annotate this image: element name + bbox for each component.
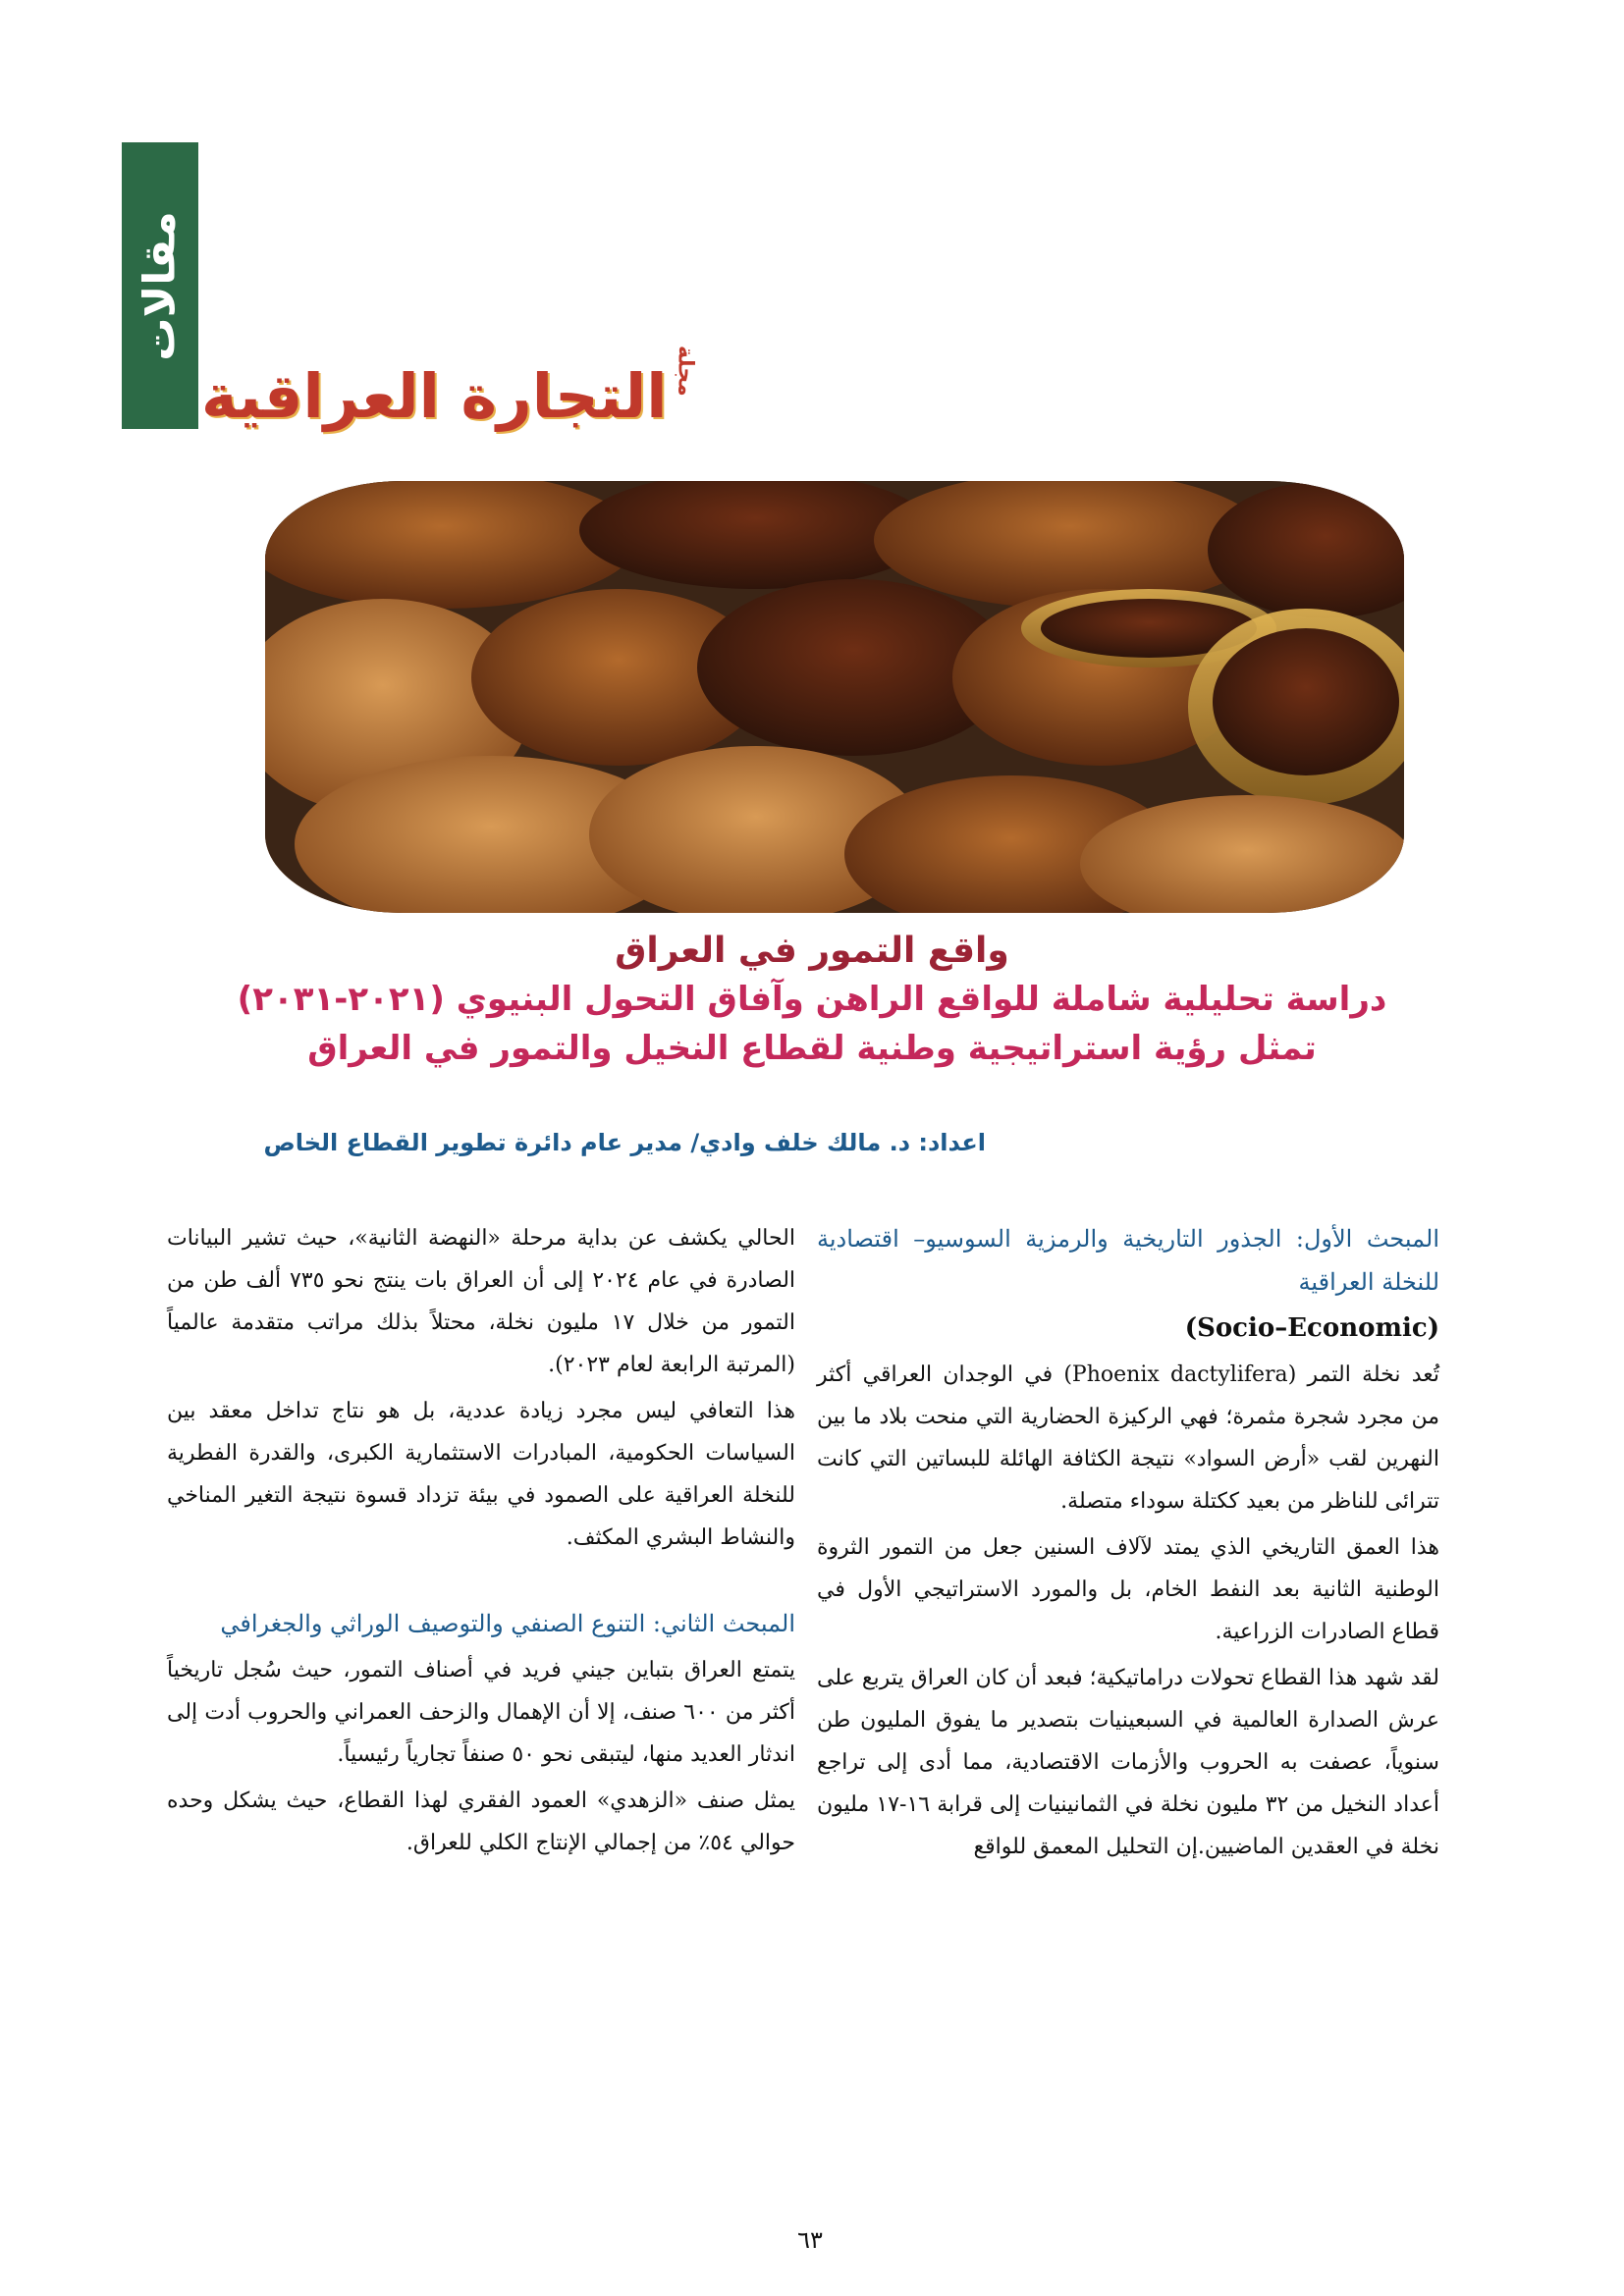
dates-photo-illustration (265, 481, 1404, 913)
paragraph: هذا العمق التاريخي الذي يمتد لآلاف السنين جعل من التمور الثروة الوطنية الثانية بعد النفط الخام، بل والمورد الاستراتيجي الأول في قطاع الصادرات الزراعية. (817, 1535, 1439, 1644)
section-1-heading: المبحث الأول: الجذور التاريخية والرمزية السوسيو– اقتصادية للنخلة العراقية (817, 1225, 1439, 1296)
paragraph: هذا التعافي ليس مجرد زيادة عددية، بل هو نتاج تداخل معقد بين السياسات الحكومية، المبادرات الاستثمارية الكبرى، والقدرة الفطرية للنخلة العراقية على الصمود في بيئة تزداد قسوة نتيجة التغير المناخي والنشاط البشري المكثف. (167, 1399, 795, 1550)
section-tab (122, 142, 198, 429)
headline-subtitle-2: تمثل رؤية استراتيجية وطنية لقطاع النخيل والتمور في العراق (307, 1029, 1317, 1068)
masthead-title: التجارة العراقية (201, 360, 668, 432)
headline-subtitle-1: دراسة تحليلية شاملة للواقع الراهن وآفاق التحول البنيوي (٢٠٢١-٢٠٣١) (237, 980, 1387, 1019)
masthead-small-label: مجلة (673, 346, 698, 397)
headline-main: واقع التمور في العراق (615, 931, 1009, 971)
page-number: ٦٣ (797, 2226, 823, 2254)
section-tab-label: مقالات (135, 210, 186, 361)
author-line: اعداد: د. مالك خلف وادي/ مدير عام دائرة تطوير القطاع الخاص (263, 1129, 986, 1156)
paragraph: لقد شهد هذا القطاع تحولات دراماتيكية؛ فبعد أن كان العراق يتربع على عرش الصدارة العالمية في السبعينيات بتصدير ما يفوق المليون طن سنوياً، عصفت به الحروب والأزمات الاقتصادية، مما أدى إلى تراجع أعداد النخيل من ٣٢ مليون نخلة في الثمانينيات إلى قرابة ١٦-١٧ مليون نخلة في العقدين الماضيين.إن التحليل المعمق للواقع (817, 1666, 1439, 1859)
paragraph: الحالي يكشف عن بداية مرحلة «النهضة الثانية»، حيث تشير البيانات الصادرة في عام ٢٠٢٤ إلى أن العراق بات ينتج نحو ٧٣٥ ألف طن من التمور من خلال ١٧ مليون نخلة، محتلاً بذلك مراتب متقدمة عالمياً (المرتبة الرابعة لعام ٢٠٢٣). (167, 1226, 796, 1377)
section-2-heading: المبحث الثاني: التنوع الصنفي والتوصيف الوراثي والجغرافي (220, 1610, 795, 1637)
paragraph: تُعد نخلة التمر (Phoenix dactylifera) في الوجدان العراقي أكثر من مجرد شجرة مثمرة؛ فهي الركيزة الحضارية التي منحت بلاد ما بين النهرين لقب «أرض السواد» نتيجة الكثافة الهائلة للبساتين التي كانت تترائى للناظر من بعيد ككتلة سوداء متصلة. (817, 1362, 1440, 1514)
masthead (201, 344, 698, 432)
paragraph: يتمتع العراق بتباين جيني فريد في أصناف التمور، حيث سُجل تاريخياً أكثر من ٦٠٠ صنف، إلا أن الإهمال والزحف العمراني والحروب أدت إلى اندثار العديد منها، ليتبقى نحو ٥٠ صنفاً تجارياً رئيسياً. (167, 1658, 795, 1767)
right-column (817, 1217, 1439, 1872)
left-column (167, 1217, 795, 1868)
headline-block (147, 928, 1477, 1073)
dates-market-photo (265, 481, 1404, 913)
paragraph: يمثل صنف «الزهدي» العمود الفقري لهذا القطاع، حيث يشكل وحده حوالي ٥٤٪ من إجمالي الإنتاج الكلي للعراق. (167, 1789, 795, 1855)
section-1-heading-en: (Socio–Economic) (1184, 1313, 1439, 1343)
